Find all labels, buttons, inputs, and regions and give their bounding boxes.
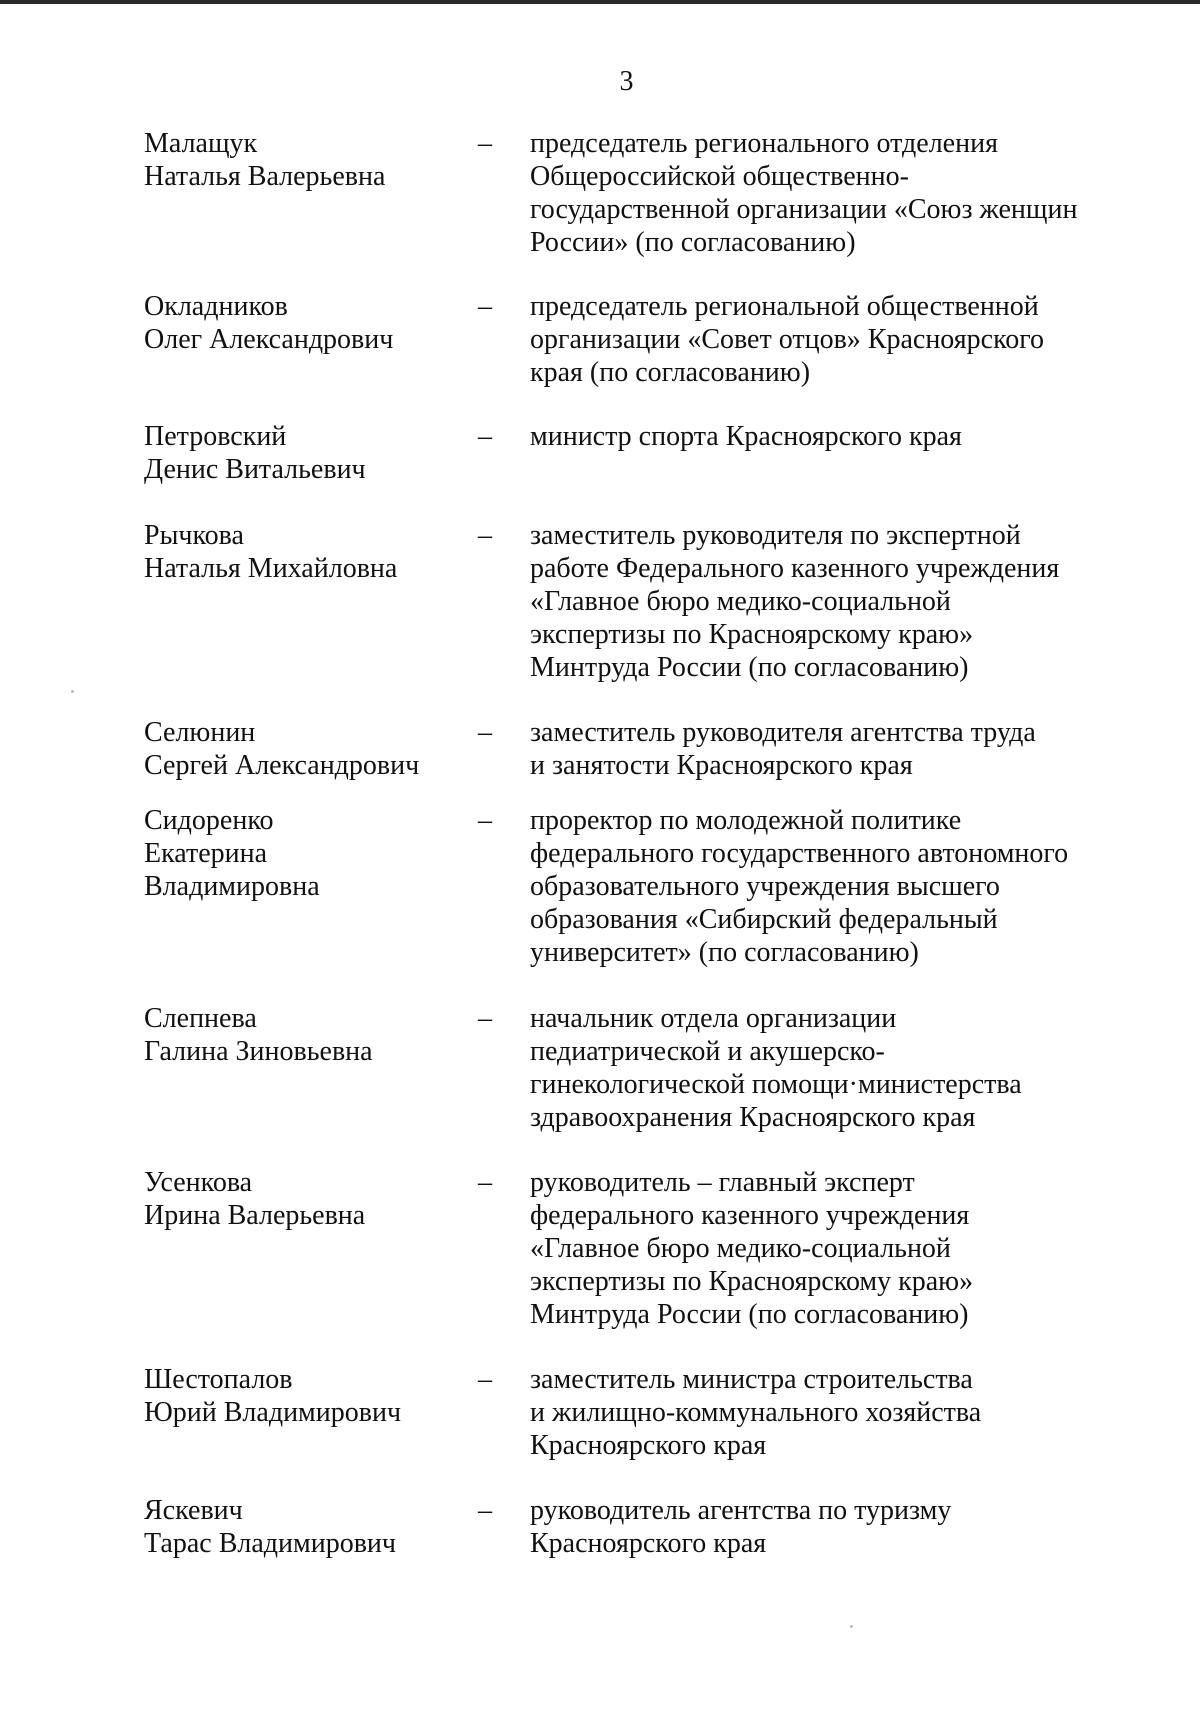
position-line: организации «Совет отцов» Красноярского <box>530 324 1045 355</box>
given-names: Олег Александрович <box>144 324 394 355</box>
member-name <box>144 1494 464 1560</box>
position-line: заместитель руководителя по экспертной <box>530 520 1021 551</box>
position-line: экспертизы по Красноярскому краю» <box>530 619 974 650</box>
member-name <box>144 1166 464 1232</box>
member-position <box>530 290 1110 389</box>
member-position <box>530 1363 1110 1462</box>
position-line: здравоохранения Красноярского края <box>530 1102 976 1133</box>
position-line: министр спорта Красноярского края <box>530 421 962 452</box>
position-line: заместитель руководителя агентства труда <box>530 717 1036 748</box>
position-line: федерального казенного учреждения <box>530 1200 970 1231</box>
position-line: государственной организации «Союз женщин <box>530 194 1078 225</box>
position-line: Общероссийской общественно- <box>530 161 909 192</box>
member-name <box>144 804 464 903</box>
position-line: и занятости Красноярского края <box>530 750 913 781</box>
member-name <box>144 420 464 486</box>
member-position <box>530 420 1110 453</box>
position-line: экспертизы по Красноярскому краю» <box>530 1266 974 1297</box>
given-names: Наталья Валерьевна <box>144 161 386 192</box>
separator-dash: – <box>478 1003 492 1034</box>
member-name <box>144 1002 464 1068</box>
scan-speck <box>71 690 74 693</box>
surname: Усенкова <box>144 1167 253 1198</box>
position-line: начальник отдела организации <box>530 1003 897 1034</box>
surname: Сидоренко <box>144 805 274 836</box>
surname: Петровский <box>144 421 287 452</box>
position-line: образования «Сибирский федеральный <box>530 904 998 935</box>
page-number: 3 <box>619 66 634 97</box>
given-names: Галина Зиновьевна <box>144 1036 373 1067</box>
position-line: федерального государственного автономного <box>530 838 1069 869</box>
given-names: Тарас Владимирович <box>144 1528 396 1559</box>
scan-speck <box>850 1625 853 1628</box>
position-line: Минтруда России (по согласованию) <box>530 1299 969 1330</box>
member-position <box>530 716 1110 782</box>
position-line: края (по согласованию) <box>530 357 811 388</box>
member-position <box>530 127 1110 259</box>
member-position <box>530 519 1110 684</box>
surname: Яскевич <box>144 1495 243 1526</box>
position-line: Красноярского края <box>530 1430 767 1461</box>
member-name <box>144 290 464 356</box>
position-line: педиатрической и акушерско- <box>530 1036 885 1067</box>
position-line: руководитель агентства по туризму <box>530 1495 952 1526</box>
position-line: образовательного учреждения высшего <box>530 871 1000 902</box>
given-names: Сергей Александрович <box>144 750 420 781</box>
member-name <box>144 1363 464 1429</box>
member-position <box>530 1002 1110 1134</box>
surname: Малащук <box>144 128 258 159</box>
scan-top-edge <box>0 0 1200 4</box>
separator-dash: – <box>478 520 492 551</box>
given-names: Екатерина <box>144 838 268 869</box>
position-line: гинекологической помощи·министерства <box>530 1069 1022 1100</box>
given-names: Ирина Валерьевна <box>144 1200 366 1231</box>
position-line: и жилищно-коммунального хозяйства <box>530 1397 982 1428</box>
position-line: проректор по молодежной политике <box>530 805 962 836</box>
position-line: Красноярского края <box>530 1528 767 1559</box>
member-position <box>530 1494 1110 1560</box>
separator-dash: – <box>478 1495 492 1526</box>
position-line: председатель регионального отделения <box>530 128 998 159</box>
position-line: университет» (по согласованию) <box>530 937 919 968</box>
position-line: «Главное бюро медико-социальной <box>530 586 951 617</box>
position-line: руководитель – главный эксперт <box>530 1167 915 1198</box>
member-name <box>144 716 464 782</box>
separator-dash: – <box>478 717 492 748</box>
position-line: работе Федерального казенного учреждения <box>530 553 1060 584</box>
position-line: России» (по согласованию) <box>530 227 856 258</box>
position-line: Минтруда России (по согласованию) <box>530 652 969 683</box>
surname: Рычкова <box>144 520 244 551</box>
separator-dash: – <box>478 805 492 836</box>
member-position <box>530 804 1110 969</box>
given-names: Денис Витальевич <box>144 454 366 485</box>
separator-dash: – <box>478 1364 492 1395</box>
patronymic: Владимировна <box>144 871 320 902</box>
position-line: председатель региональной общественной <box>530 291 1039 322</box>
surname: Окладников <box>144 291 288 322</box>
surname: Слепнева <box>144 1003 257 1034</box>
separator-dash: – <box>478 421 492 452</box>
separator-dash: – <box>478 128 492 159</box>
given-names: Юрий Владимирович <box>144 1397 402 1428</box>
surname: Шестопалов <box>144 1364 293 1395</box>
surname: Селюнин <box>144 717 256 748</box>
member-name <box>144 519 464 585</box>
given-names: Наталья Михайловна <box>144 553 398 584</box>
position-line: «Главное бюро медико-социальной <box>530 1233 951 1264</box>
position-line: заместитель министра строительства <box>530 1364 973 1395</box>
member-position <box>530 1166 1110 1331</box>
separator-dash: – <box>478 291 492 322</box>
member-name <box>144 127 464 193</box>
separator-dash: – <box>478 1167 492 1198</box>
